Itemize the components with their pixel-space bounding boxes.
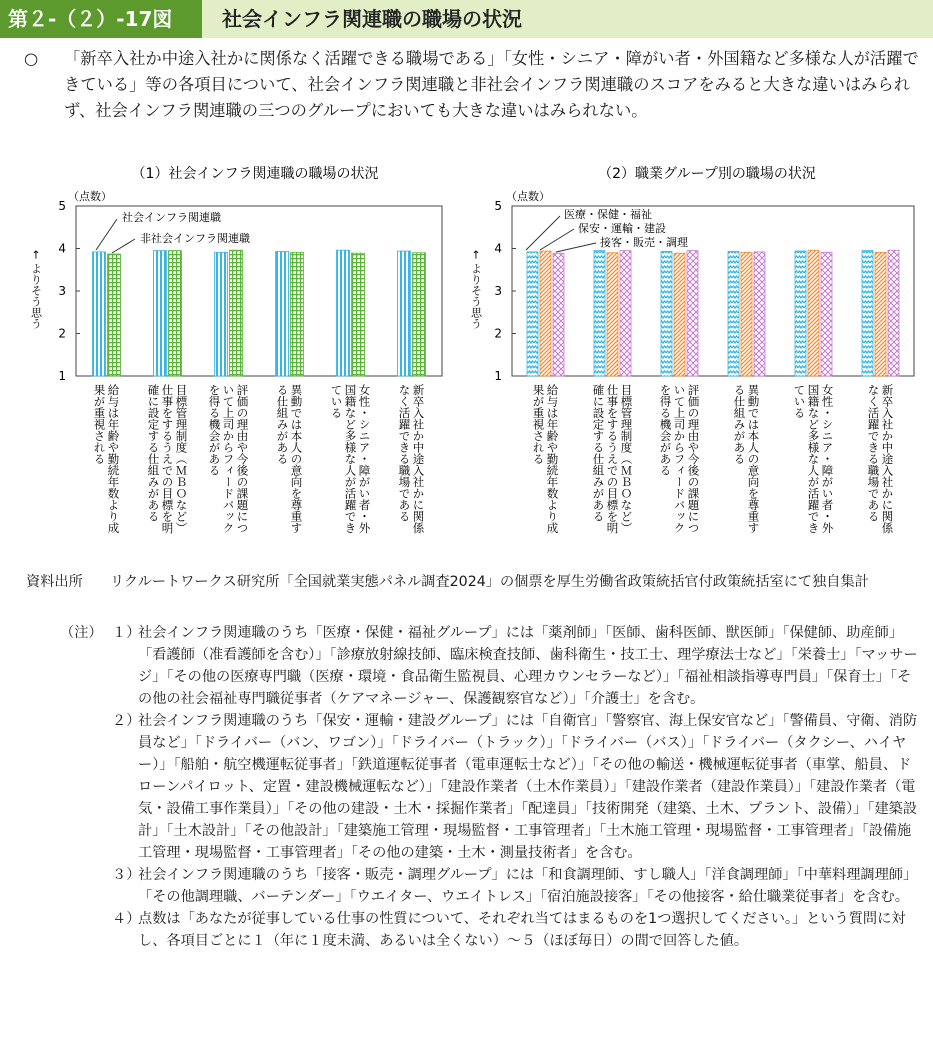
category-label-line: 目標管理制度（ＭＢＯなど）: [619, 384, 634, 534]
chart-2-plot-frame: [512, 206, 914, 376]
bar-2-6: [413, 253, 426, 376]
category-label: [733, 384, 761, 534]
category-label: [330, 383, 372, 534]
category-label-line: いて上司からフィードバック: [221, 384, 236, 534]
chart-2-y-axis-label: ← よりそう思う: [469, 250, 483, 329]
category-label-line: 異動では本人の意向を尊重す: [289, 384, 304, 534]
summary-bullet: ○: [24, 49, 39, 68]
category-label-line: いて上司からフィードバック: [672, 384, 687, 534]
bar-2-4: [741, 252, 752, 376]
category-label-line: ている: [329, 384, 344, 419]
category-label: [592, 383, 634, 534]
chart-2: [470, 165, 915, 534]
summary-paragraph: [24, 46, 919, 124]
bar-1-2: [594, 251, 605, 376]
note-number: ４）: [112, 911, 141, 927]
bar-1-4: [276, 251, 289, 376]
chart-2-title: （2）職業グループ別の職場の状況: [598, 166, 816, 182]
figure-header: [0, 0, 933, 38]
source-text: リクルートワークス研究所「全国就業実態パネル調査2024」の個票を厚生労働省政策統括官付政策統括室にて独自集計: [110, 574, 869, 590]
bar-1-5: [795, 251, 806, 376]
y-tick-label: 1: [494, 369, 502, 383]
y-tick-label: 2: [58, 326, 66, 341]
charts-area: [0, 150, 933, 570]
y-tick-label: 1: [58, 369, 66, 383]
bar-1-3: [661, 251, 672, 376]
category-label-line: ている: [792, 384, 807, 419]
bar-2-1: [108, 254, 121, 376]
category-label: [93, 383, 121, 534]
bar-2-1: [540, 251, 551, 376]
category-label-line: る仕組みがある: [275, 384, 290, 465]
note-item: [112, 908, 920, 952]
category-label-line: なく活躍できる職場である: [866, 384, 881, 522]
bar-1-5: [337, 250, 350, 376]
y-tick-label: 4: [58, 241, 66, 256]
note-text: 社会インフラ関連職のうち「保安・運輸・建設グループ」には「自衛官」「警察官、海上保安官など」「警備員、守衛、消防員など」「ドライバー（バン、ワゴン）」「ドライバー（トラック）」「ドライバー（バス）」「ドライバー（タクシー、ハイヤー）」「船舶・航空機運転従事者」「鉄道運転従事者（電車運転士など）」「その他の輸送・機械運転従事者（車掌、船員、ドローンパイロット、定置・建設機械運転など）」「建設作業者（土木作業員）」「建設作業者（建設作業員）」「建設作業者（電気・設備工事作業員）」「その他の建設・土木・採掘作業者」「配達員」「技術開発（建築、土木、プラント、設備）」「建築設計」「土木設計」「その他設計」「建築施工管理・現場監督・工事管理者」「土木施工管理・現場監督・工事管理者」「設備施工管理・現場監督・工事管理者」「その他の建築・土木・測量技術者」を含む。: [138, 713, 918, 861]
category-label-line: 評価の理由や今後の課題につ: [235, 384, 250, 534]
bar-2-6: [875, 252, 886, 376]
chart-1: [30, 165, 443, 534]
notes-section: [60, 622, 920, 952]
bar-2-2: [607, 253, 618, 376]
bar-1-4: [728, 251, 739, 376]
note-number: １）: [112, 625, 141, 641]
bar-1-6: [862, 251, 873, 376]
category-label-line: 確に設定する仕組みがある: [591, 384, 606, 522]
chart-1-title: （1）社会インフラ関連職の職場の状況: [131, 166, 379, 182]
category-label: [659, 383, 701, 533]
category-label: [532, 383, 560, 534]
note-text: 点数は「あなたが従事している仕事の性質について、それぞれ当てはまるものを1つ選択してください。」という質問に対し、各項目ごとに１（年に１度未満、あるいは全くない）～５（ほぼ毎日）の間で回答した値。: [138, 911, 906, 949]
category-label-line: 女性・シニア・障がい者・外: [820, 384, 835, 534]
bar-2-3: [230, 250, 243, 376]
chart-2-legend-series-3: 接客・販売・調理: [600, 236, 688, 249]
category-label-line: 仕事をするうえでの目標を明: [160, 384, 175, 534]
bar-2-5: [352, 253, 365, 376]
category-label: [147, 383, 189, 534]
bar-2-2: [169, 251, 182, 376]
category-label: [276, 384, 304, 534]
bar-1-1: [527, 252, 538, 376]
bar-1-6: [398, 251, 411, 376]
category-label-line: る仕組みがある: [732, 384, 747, 465]
y-tick-label: 3: [58, 284, 66, 298]
category-label: [208, 383, 250, 533]
bar-1-1: [93, 252, 106, 376]
category-label-line: 評価の理由や今後の課題につ: [686, 384, 701, 534]
source-note: [26, 572, 921, 592]
category-label-line: を得る機会がある: [658, 384, 673, 476]
bar-1-2: [154, 251, 167, 376]
y-tick-label: 5: [58, 199, 66, 213]
chart-1-legend-series-2: 非社会インフラ関連職: [140, 232, 250, 245]
bar-3-5: [821, 252, 832, 376]
category-label-line: 果が重視される: [531, 384, 546, 465]
category-label-line: 目標管理制度（ＭＢＯなど）: [174, 384, 189, 534]
bar-3-2: [620, 251, 631, 376]
summary-text: 「新卒入社か中途入社かに関係なく活躍できる職場である」「女性・シニア・障がい者・外国籍など多様な人が活躍できている」等の各項目について、社会インフラ関連職と非社会インフラ関連職のスコアをみると大きな違いはみられず、社会インフラ関連職の三つのグループにおいても大きな違いはみられない。: [64, 49, 919, 120]
category-label-line: 給与は年齢や勤続年数より成: [106, 384, 121, 534]
chart-2-legend-series-1: 医療・保健・福祉: [564, 208, 652, 221]
category-label: [793, 383, 835, 534]
category-label-line: なく活躍できる職場である: [397, 384, 412, 522]
bar-3-6: [888, 250, 899, 376]
source-label: 資料出所: [26, 574, 83, 590]
category-label-line: を得る機会がある: [207, 384, 222, 476]
figure-number: 第２-（２）-17図: [0, 0, 202, 38]
bar-1-3: [215, 252, 228, 376]
bar-3-4: [754, 252, 765, 376]
bar-3-1: [553, 253, 564, 376]
bar-2-3: [674, 253, 685, 376]
category-label-line: 国籍など多様な人が活躍でき: [343, 384, 358, 534]
category-label-line: 新卒入社か中途入社かに関係: [411, 384, 426, 534]
category-label: [398, 384, 426, 534]
category-label: [867, 384, 895, 534]
chart-1-plot-frame: [76, 206, 442, 376]
bar-2-5: [808, 250, 819, 376]
category-label-line: 給与は年齢や勤続年数より成: [545, 384, 560, 534]
category-label-line: 国籍など多様な人が活躍でき: [806, 384, 821, 534]
note-item: [112, 710, 920, 864]
category-label-line: 仕事をするうえでの目標を明: [605, 384, 620, 534]
chart-1-legend-series-1: 社会インフラ関連職: [122, 211, 221, 224]
bar-2-4: [291, 252, 304, 376]
chart-1-unit-label: （点数）: [68, 190, 112, 203]
category-label-line: 女性・シニア・障がい者・外: [357, 384, 372, 534]
chart-2-legend-series-2: 保安・運輸・建設: [578, 222, 666, 235]
category-label-line: 果が重視される: [92, 384, 107, 465]
note-text: 社会インフラ関連職のうち「医療・保健・福祉グループ」には「薬剤師」「医師、歯科医師、獣医師」「保健師、助産師」「看護師（准看護師を含む）」「診療放射線技師、臨床検査技師、歯科衛生・技工士、理学療法士など」「栄養士」「マッサージ」「その他の医療専門職（医療・環境・食品衛生監視員、心理カウンセラーなど）」「福祉相談指導専門員」「保育士」「その他の社会福祉専門職従事者（ケアマネージャー、保護観察官など）」「介護士」を含む。: [138, 625, 918, 707]
note-item: [112, 622, 920, 710]
note-item: [112, 864, 920, 908]
chart-2-unit-label: （点数）: [506, 190, 550, 203]
bar-3-3: [687, 251, 698, 376]
chart-2-category-labels: [532, 383, 895, 534]
y-tick-label: 3: [494, 284, 502, 298]
y-tick-label: 5: [494, 199, 502, 213]
figure-title: 社会インフラ関連職の職場の状況: [222, 7, 522, 31]
category-label-line: 新卒入社か中途入社かに関係: [880, 384, 895, 534]
chart-1-category-labels: [93, 383, 426, 534]
note-number: ２）: [112, 713, 141, 729]
note-number: ３）: [112, 867, 141, 883]
y-tick-label: 4: [494, 241, 502, 256]
notes-label: （注）: [60, 625, 103, 641]
note-text: 社会インフラ関連職のうち「接客・販売・調理グループ」には「和食調理師、すし職人」「洋食調理師」「中華料理調理師」「その他調理職、バーテンダー」「ウエイター、ウエイトレス」「宿泊施設接客」「その他接客・給仕職業従事者」を含む。: [138, 867, 918, 905]
chart-1-y-axis-label: ← よりそう思う: [29, 250, 43, 329]
category-label-line: 異動では本人の意向を尊重す: [746, 384, 761, 534]
y-tick-label: 2: [494, 326, 502, 341]
category-label-line: 確に設定する仕組みがある: [146, 384, 161, 522]
